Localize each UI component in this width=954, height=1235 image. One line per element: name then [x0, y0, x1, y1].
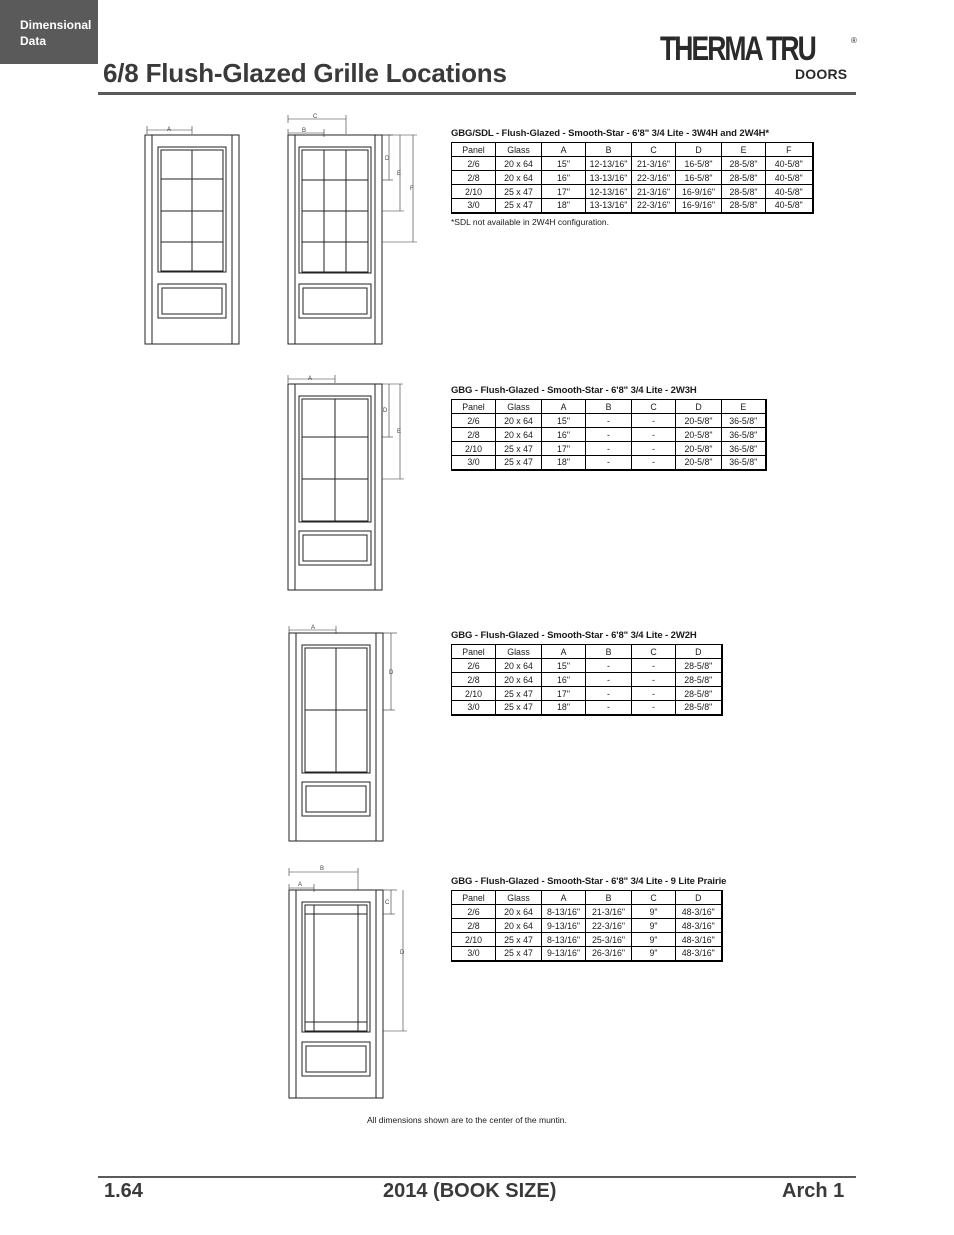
table-cell: 28-5/8" [676, 673, 722, 687]
column-header: Glass [496, 400, 542, 414]
table-cell: 28-5/8" [722, 171, 766, 185]
table-cell: 9-13/16" [542, 947, 586, 961]
table-cell: 22-3/16" [632, 199, 676, 213]
table-cell: 48-3/16" [676, 919, 722, 933]
dimension-table [451, 890, 723, 962]
table-cell: 36-5/8" [722, 442, 766, 456]
column-header: C [632, 645, 676, 659]
table-cell: 2/8 [452, 919, 496, 933]
table-cell: 16-5/8" [676, 171, 722, 185]
table-cell: 40-5/8" [766, 157, 813, 171]
table-cell: 18" [542, 701, 586, 715]
table-cell: 20-5/8" [676, 442, 722, 456]
table-row [452, 442, 766, 456]
table-row [452, 414, 766, 428]
table-cell: 40-5/8" [766, 185, 813, 199]
column-header: A [542, 645, 586, 659]
table-caption: GBG - Flush-Glazed - Smooth-Star - 6'8" 3/4 Lite - 2W3H [451, 385, 697, 396]
table-cell: - [632, 428, 676, 442]
table-cell: - [632, 659, 676, 673]
table-cell: 2/6 [452, 157, 496, 171]
table-cell: 25 x 47 [496, 442, 542, 456]
table-cell: 20 x 64 [496, 171, 542, 185]
table-cell: - [586, 701, 632, 715]
table-cell: 28-5/8" [676, 687, 722, 701]
dim-label-a: A [167, 127, 172, 133]
table-row [452, 659, 722, 673]
table-cell: - [632, 673, 676, 687]
table-row [452, 947, 722, 961]
table-cell: 36-5/8" [722, 456, 766, 470]
table-cell: 2/10 [452, 185, 496, 199]
table-row [452, 456, 766, 470]
table-cell: 17" [542, 185, 586, 199]
table-cell: 9" [632, 919, 676, 933]
table-cell: 2/10 [452, 933, 496, 947]
spec-table-2w2h [451, 630, 723, 716]
column-header: D [676, 645, 722, 659]
table-row [452, 687, 722, 701]
table-cell: 17" [542, 442, 586, 456]
column-header: C [632, 891, 676, 905]
table-cell: 25 x 47 [496, 701, 542, 715]
table-cell: 15" [542, 157, 586, 171]
table-cell: 28-5/8" [722, 157, 766, 171]
table-cell: 20 x 64 [496, 905, 542, 919]
table-row [452, 157, 813, 171]
spec-table-3w4h-2w4h [451, 128, 814, 227]
table-cell: 2/6 [452, 905, 496, 919]
table-cell: 25 x 47 [496, 456, 542, 470]
table-cell: 21-3/16" [632, 157, 676, 171]
table-row [452, 199, 813, 213]
dim-label-d: D [383, 408, 388, 414]
table-cell: 40-5/8" [766, 199, 813, 213]
table-cell: 26-3/16" [586, 947, 632, 961]
column-header: E [722, 400, 766, 414]
table-row [452, 171, 813, 185]
dim-label-d: D [389, 670, 394, 676]
table-cell: 12-13/16" [586, 157, 632, 171]
section-tab [0, 0, 98, 64]
table-cell: 18" [542, 456, 586, 470]
book-edition: 2014 (BOOK SIZE) [383, 1180, 557, 1202]
table-cell: 20 x 64 [496, 414, 542, 428]
table-cell: 13-13/16" [586, 199, 632, 213]
table-cell: 16-9/16" [676, 199, 722, 213]
table-cell: 25 x 47 [496, 933, 542, 947]
table-row [452, 185, 813, 199]
table-cell: 12-13/16" [586, 185, 632, 199]
table-cell: - [632, 456, 676, 470]
table-cell: 18" [542, 199, 586, 213]
dim-label-a: A [311, 625, 316, 631]
table-cell: 3/0 [452, 701, 496, 715]
table-cell: 20 x 64 [496, 157, 542, 171]
table-row [452, 428, 766, 442]
table-cell: 20 x 64 [496, 428, 542, 442]
dim-label-e: E [397, 171, 402, 177]
column-header: D [676, 143, 722, 157]
table-cell: 20-5/8" [676, 414, 722, 428]
table-cell: 16-9/16" [676, 185, 722, 199]
table-caption: GBG/SDL - Flush-Glazed - Smooth-Star - 6'8" 3/4 Lite - 3W4H and 2W4H* [451, 128, 769, 139]
table-row [452, 933, 722, 947]
table-cell: 15" [542, 414, 586, 428]
table-cell: 16-5/8" [676, 157, 722, 171]
table-cell: 9" [632, 933, 676, 947]
table-cell: - [632, 442, 676, 456]
table-cell: 48-3/16" [676, 947, 722, 961]
table-cell: - [632, 701, 676, 715]
table-cell: - [586, 428, 632, 442]
door-drawing-3w4h [283, 110, 423, 350]
page-number: 1.64 [104, 1180, 143, 1202]
table-cell: 16" [542, 673, 586, 687]
spec-table-9-lite-prairie [451, 876, 726, 962]
table-cell: 16" [542, 428, 586, 442]
column-header: Panel [452, 891, 496, 905]
column-header: F [766, 143, 813, 157]
table-cell: 3/0 [452, 456, 496, 470]
table-caption: GBG - Flush-Glazed - Smooth-Star - 6'8" 3/4 Lite - 2W2H [451, 630, 697, 641]
table-cell: 2/6 [452, 414, 496, 428]
door-drawing-2w4h [140, 120, 240, 350]
table-cell: 3/0 [452, 199, 496, 213]
table-cell: 36-5/8" [722, 428, 766, 442]
column-header: Glass [496, 645, 542, 659]
table-cell: 15" [542, 659, 586, 673]
spec-table-2w3h [451, 385, 767, 471]
title-divider [98, 92, 856, 95]
column-header: B [586, 143, 632, 157]
dim-label-b: B [302, 128, 307, 134]
table-cell: 28-5/8" [722, 199, 766, 213]
table-cell: 25 x 47 [496, 687, 542, 701]
table-header-row [452, 143, 813, 157]
column-header: D [676, 400, 722, 414]
table-cell: 20 x 64 [496, 673, 542, 687]
table-cell: 48-3/16" [676, 933, 722, 947]
dim-label-b: B [320, 866, 325, 872]
column-header: D [676, 891, 722, 905]
column-header: Glass [496, 143, 542, 157]
table-row [452, 905, 722, 919]
table-cell: 28-5/8" [676, 701, 722, 715]
door-drawing-2w2h [285, 620, 405, 845]
column-header: Panel [452, 400, 496, 414]
column-header: A [542, 400, 586, 414]
table-cell: - [632, 414, 676, 428]
footer-divider [98, 1176, 856, 1178]
muntin-footnote: All dimensions shown are to the center of the muntin. [367, 1115, 567, 1125]
dim-label-f: F [410, 186, 414, 192]
column-header: A [542, 891, 586, 905]
table-cell: - [586, 442, 632, 456]
table-cell: 28-5/8" [676, 659, 722, 673]
table-cell: 20-5/8" [676, 456, 722, 470]
table-cell: 3/0 [452, 947, 496, 961]
column-header: B [586, 645, 632, 659]
table-cell: - [586, 673, 632, 687]
table-row [452, 673, 722, 687]
table-cell: 9" [632, 905, 676, 919]
section-tab-line2: Data [20, 34, 47, 48]
table-cell: 36-5/8" [722, 414, 766, 428]
table-cell: 22-3/16" [586, 919, 632, 933]
column-header: C [632, 400, 676, 414]
table-caption: GBG - Flush-Glazed - Smooth-Star - 6'8" 3/4 Lite - 9 Lite Prairie [451, 876, 727, 887]
logo-registered-mark: ® [851, 36, 857, 45]
table-cell: 21-3/16" [632, 185, 676, 199]
table-cell: 8-13/16" [542, 905, 586, 919]
table-cell: 25 x 47 [496, 199, 542, 213]
table-cell: 13-13/16" [586, 171, 632, 185]
door-drawing-2w3h [283, 370, 413, 600]
section-tab-line1: Dimensional [20, 18, 92, 32]
table-cell: 21-3/16" [586, 905, 632, 919]
table-cell: 48-3/16" [676, 905, 722, 919]
table-cell: 2/8 [452, 171, 496, 185]
column-header: Panel [452, 143, 496, 157]
table-cell: 2/8 [452, 673, 496, 687]
table-cell: - [586, 687, 632, 701]
table-cell: 8-13/16" [542, 933, 586, 947]
column-header: Panel [452, 645, 496, 659]
table-cell: - [632, 687, 676, 701]
page-title: 6/8 Flush-Glazed Grille Locations [103, 58, 507, 88]
table-cell: 2/8 [452, 428, 496, 442]
dim-label-d: D [400, 950, 405, 956]
table-cell: 20-5/8" [676, 428, 722, 442]
table-cell: 2/10 [452, 687, 496, 701]
dim-label-c: C [385, 900, 390, 906]
table-cell: 9-13/16" [542, 919, 586, 933]
dim-label-e: E [397, 429, 402, 435]
column-header: C [632, 143, 676, 157]
table-cell: - [586, 456, 632, 470]
column-header: B [586, 400, 632, 414]
table-row [452, 701, 722, 715]
table-cell: 25-3/16" [586, 933, 632, 947]
dimension-table [451, 399, 767, 471]
table-cell: 16" [542, 171, 586, 185]
door-drawing-9-lite-prairie [285, 862, 415, 1107]
table-cell: 25 x 47 [496, 185, 542, 199]
dim-label-c: C [313, 114, 318, 120]
dim-label-a: A [298, 882, 303, 888]
column-header: Glass [496, 891, 542, 905]
table-cell: 2/6 [452, 659, 496, 673]
dimension-table [451, 644, 723, 716]
table-header-row [452, 400, 766, 414]
dimension-table [451, 142, 814, 214]
table-cell: 9" [632, 947, 676, 961]
section-label: Arch 1 [782, 1180, 845, 1202]
column-header: B [586, 891, 632, 905]
table-cell: 2/10 [452, 442, 496, 456]
table-header-row [452, 891, 722, 905]
thermatru-logo [660, 30, 860, 82]
column-header: E [722, 143, 766, 157]
table-cell: 28-5/8" [722, 185, 766, 199]
dim-label-a: A [308, 376, 313, 382]
table-header-row [452, 645, 722, 659]
table-cell: 17" [542, 687, 586, 701]
table-row [452, 919, 722, 933]
table-cell: - [586, 659, 632, 673]
logo-wordmark: THERMA TRU [660, 30, 815, 68]
table-cell: 25 x 47 [496, 947, 542, 961]
table-cell: 20 x 64 [496, 659, 542, 673]
table-cell: - [586, 414, 632, 428]
table-cell: 20 x 64 [496, 919, 542, 933]
dim-label-d: D [385, 156, 390, 162]
logo-subtitle: DOORS [795, 66, 848, 82]
column-header: A [542, 143, 586, 157]
table-note: *SDL not available in 2W4H configuration. [451, 216, 609, 227]
table-cell: 22-3/16" [632, 171, 676, 185]
table-cell: 40-5/8" [766, 171, 813, 185]
